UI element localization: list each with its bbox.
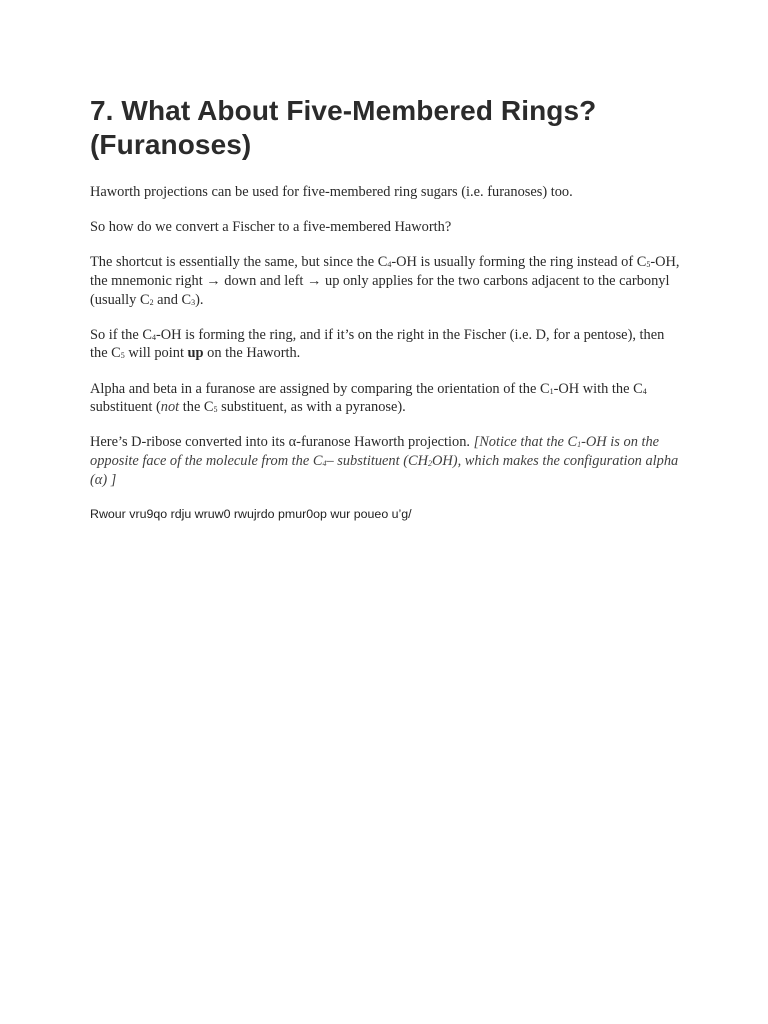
text-run: OH), which makes the configuration alpha (α) ]: [90, 452, 679, 488]
text-run: -OH is usually forming the ring instead of C: [391, 254, 647, 271]
subscript: 2: [428, 458, 433, 468]
subscript: 4: [322, 458, 327, 468]
page-title: 7. What About Five-Membered Rings? (Furanoses): [90, 95, 597, 160]
text-run: Alpha and beta in a furanose are assigned by comparing the orientation of the C: [90, 380, 550, 397]
paragraph-d-ribose: [90, 433, 682, 489]
paragraph-intro: Haworth projections can be used for five-membered ring sugars (i.e. furanoses) too.: [90, 184, 573, 200]
paragraph-c4-ring: [90, 326, 682, 363]
text-run: will point: [124, 345, 188, 362]
text-run: substituent, as with a pyranose).: [217, 399, 406, 416]
subscript: 3: [191, 297, 196, 307]
text-run: -OH is on the opposite face of the molecule from the C: [90, 434, 660, 469]
paragraph-alpha-beta: [90, 380, 682, 417]
subscript: 5: [120, 351, 125, 361]
text-run: [Notice that the C: [473, 434, 578, 451]
text-run: Here’s D-ribose converted into its α-furanose Haworth projection.: [90, 434, 474, 451]
text-run: So if the C: [90, 326, 152, 343]
subscript: 5: [213, 405, 218, 415]
bold-up: up: [187, 345, 204, 362]
text-run: substituent (: [90, 399, 161, 416]
paragraph-shortcut: [90, 253, 682, 309]
subscript: 5: [646, 260, 651, 270]
text-run: The shortcut is essentially the same, but since the C: [90, 254, 388, 271]
text-run: on the Haworth.: [203, 345, 301, 362]
text-run: -OH, the mnemonic right → down and left → up only applies for the two carbons adjacent to the carbonyl (usually C: [90, 254, 680, 308]
subscript: 4: [151, 332, 156, 342]
subscript: 4: [387, 260, 392, 270]
subscript: 4: [642, 386, 647, 396]
text-run: – substituent (CH: [326, 452, 429, 469]
italic-not: not: [160, 399, 180, 416]
subscript: 1: [577, 440, 582, 450]
text-run: -OH is forming the ring, and if it’s on the right in the Fischer (i.e. D, for a pentose), then the C: [90, 326, 665, 362]
garbled-caption: Rwour vru9qo rdju wruw0 rwujrdo pmur0op wur poueo u’g/: [90, 506, 412, 521]
subscript: 2: [149, 297, 154, 307]
text-run: the C: [179, 399, 214, 416]
document-page: [90, 94, 682, 523]
text-run: -OH with the C: [553, 380, 643, 397]
text-run: ).: [195, 291, 204, 308]
paragraph-question: So how do we convert a Fischer to a five-membered Haworth?: [90, 219, 452, 236]
subscript: 1: [549, 386, 554, 396]
text-run: and C: [153, 291, 192, 308]
